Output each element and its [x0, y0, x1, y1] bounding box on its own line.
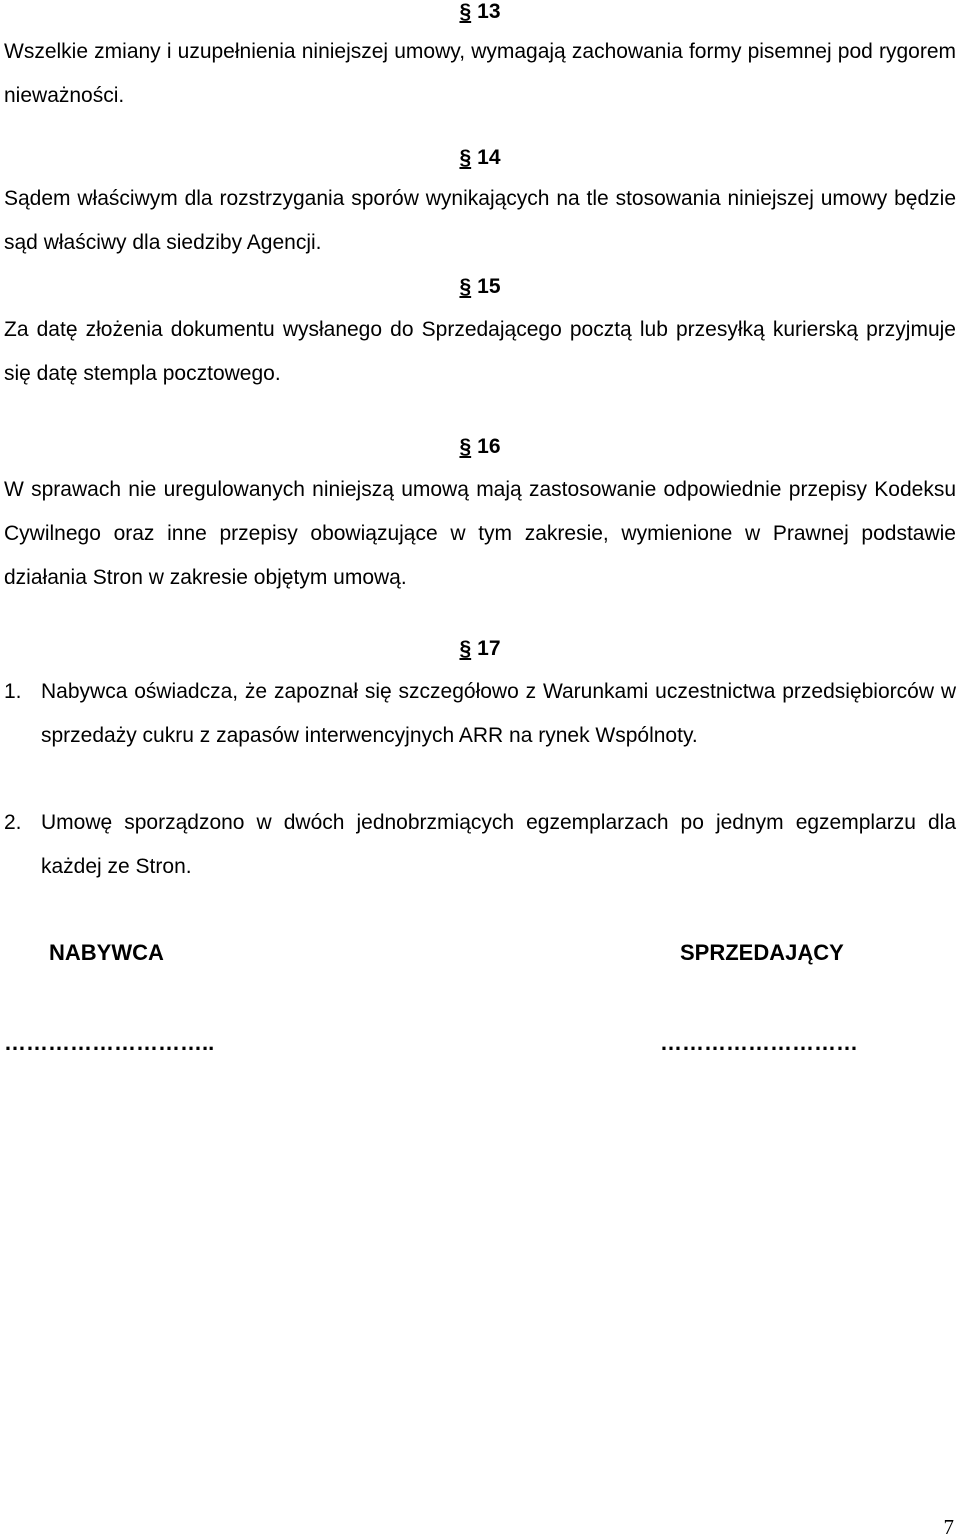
section-number: 13 [477, 0, 501, 23]
seller-signature-line: ……………………… [660, 1030, 858, 1055]
section-symbol: § [459, 275, 472, 298]
section-number: 17 [477, 637, 501, 660]
section-number: 15 [477, 275, 501, 298]
section-13-heading [0, 0, 960, 24]
buyer-signature-line: ……………………….. [4, 1030, 215, 1055]
page-number: 7 [943, 1515, 954, 1539]
section-14-paragraph: Sądem właściwym dla rozstrzygania sporów wynikających na tle stosowania niniejszej umowy będzie sąd właściwy dla siedziby Agencji. [4, 187, 956, 254]
item-number: 2. [4, 811, 22, 834]
section-symbol: § [459, 435, 472, 458]
seller-signature-label: SPRZEDAJĄCY [680, 940, 844, 965]
section-16-heading [0, 435, 960, 459]
buyer-signature-label: NABYWCA [49, 940, 164, 965]
section-number: 16 [477, 435, 501, 458]
section-symbol: § [459, 0, 472, 23]
section-17-heading [0, 637, 960, 661]
section-13-paragraph: Wszelkie zmiany i uzupełnienia niniejszej umowy, wymagają zachowania formy pisemnej pod rygorem nieważności. [4, 40, 956, 107]
section-symbol: § [459, 146, 472, 169]
item-text: Nabywca oświadcza, że zapoznał się szczegółowo z Warunkami uczestnictwa przedsiębiorców w sprzedaży cukru z zapasów interwencyjnych ARR na rynek Wspólnoty. [41, 680, 956, 747]
section-16-paragraph: W sprawach nie uregulowanych niniejszą umową mają zastosowanie odpowiednie przepisy Kodeksu Cywilnego oraz inne przepisy obowiązujące w tym zakresie, wymienione w Prawnej podstawie działania Stron w zakresie objętym umową. [4, 478, 956, 589]
item-text: Umowę sporządzono w dwóch jednobrzmiących egzemplarzach po jednym egzemplarzu dla każdej ze Stron. [41, 811, 956, 878]
section-15-heading [0, 275, 960, 299]
section-number: 14 [477, 146, 501, 169]
section-17-item-2 [4, 801, 956, 889]
item-number: 1. [4, 680, 22, 703]
section-17-item-1 [4, 670, 956, 758]
section-14-heading [0, 146, 960, 170]
section-symbol: § [459, 637, 472, 660]
section-15-paragraph: Za datę złożenia dokumentu wysłanego do Sprzedającego pocztą lub przesyłką kurierską przyjmuje się datę stempla pocztowego. [4, 318, 956, 385]
